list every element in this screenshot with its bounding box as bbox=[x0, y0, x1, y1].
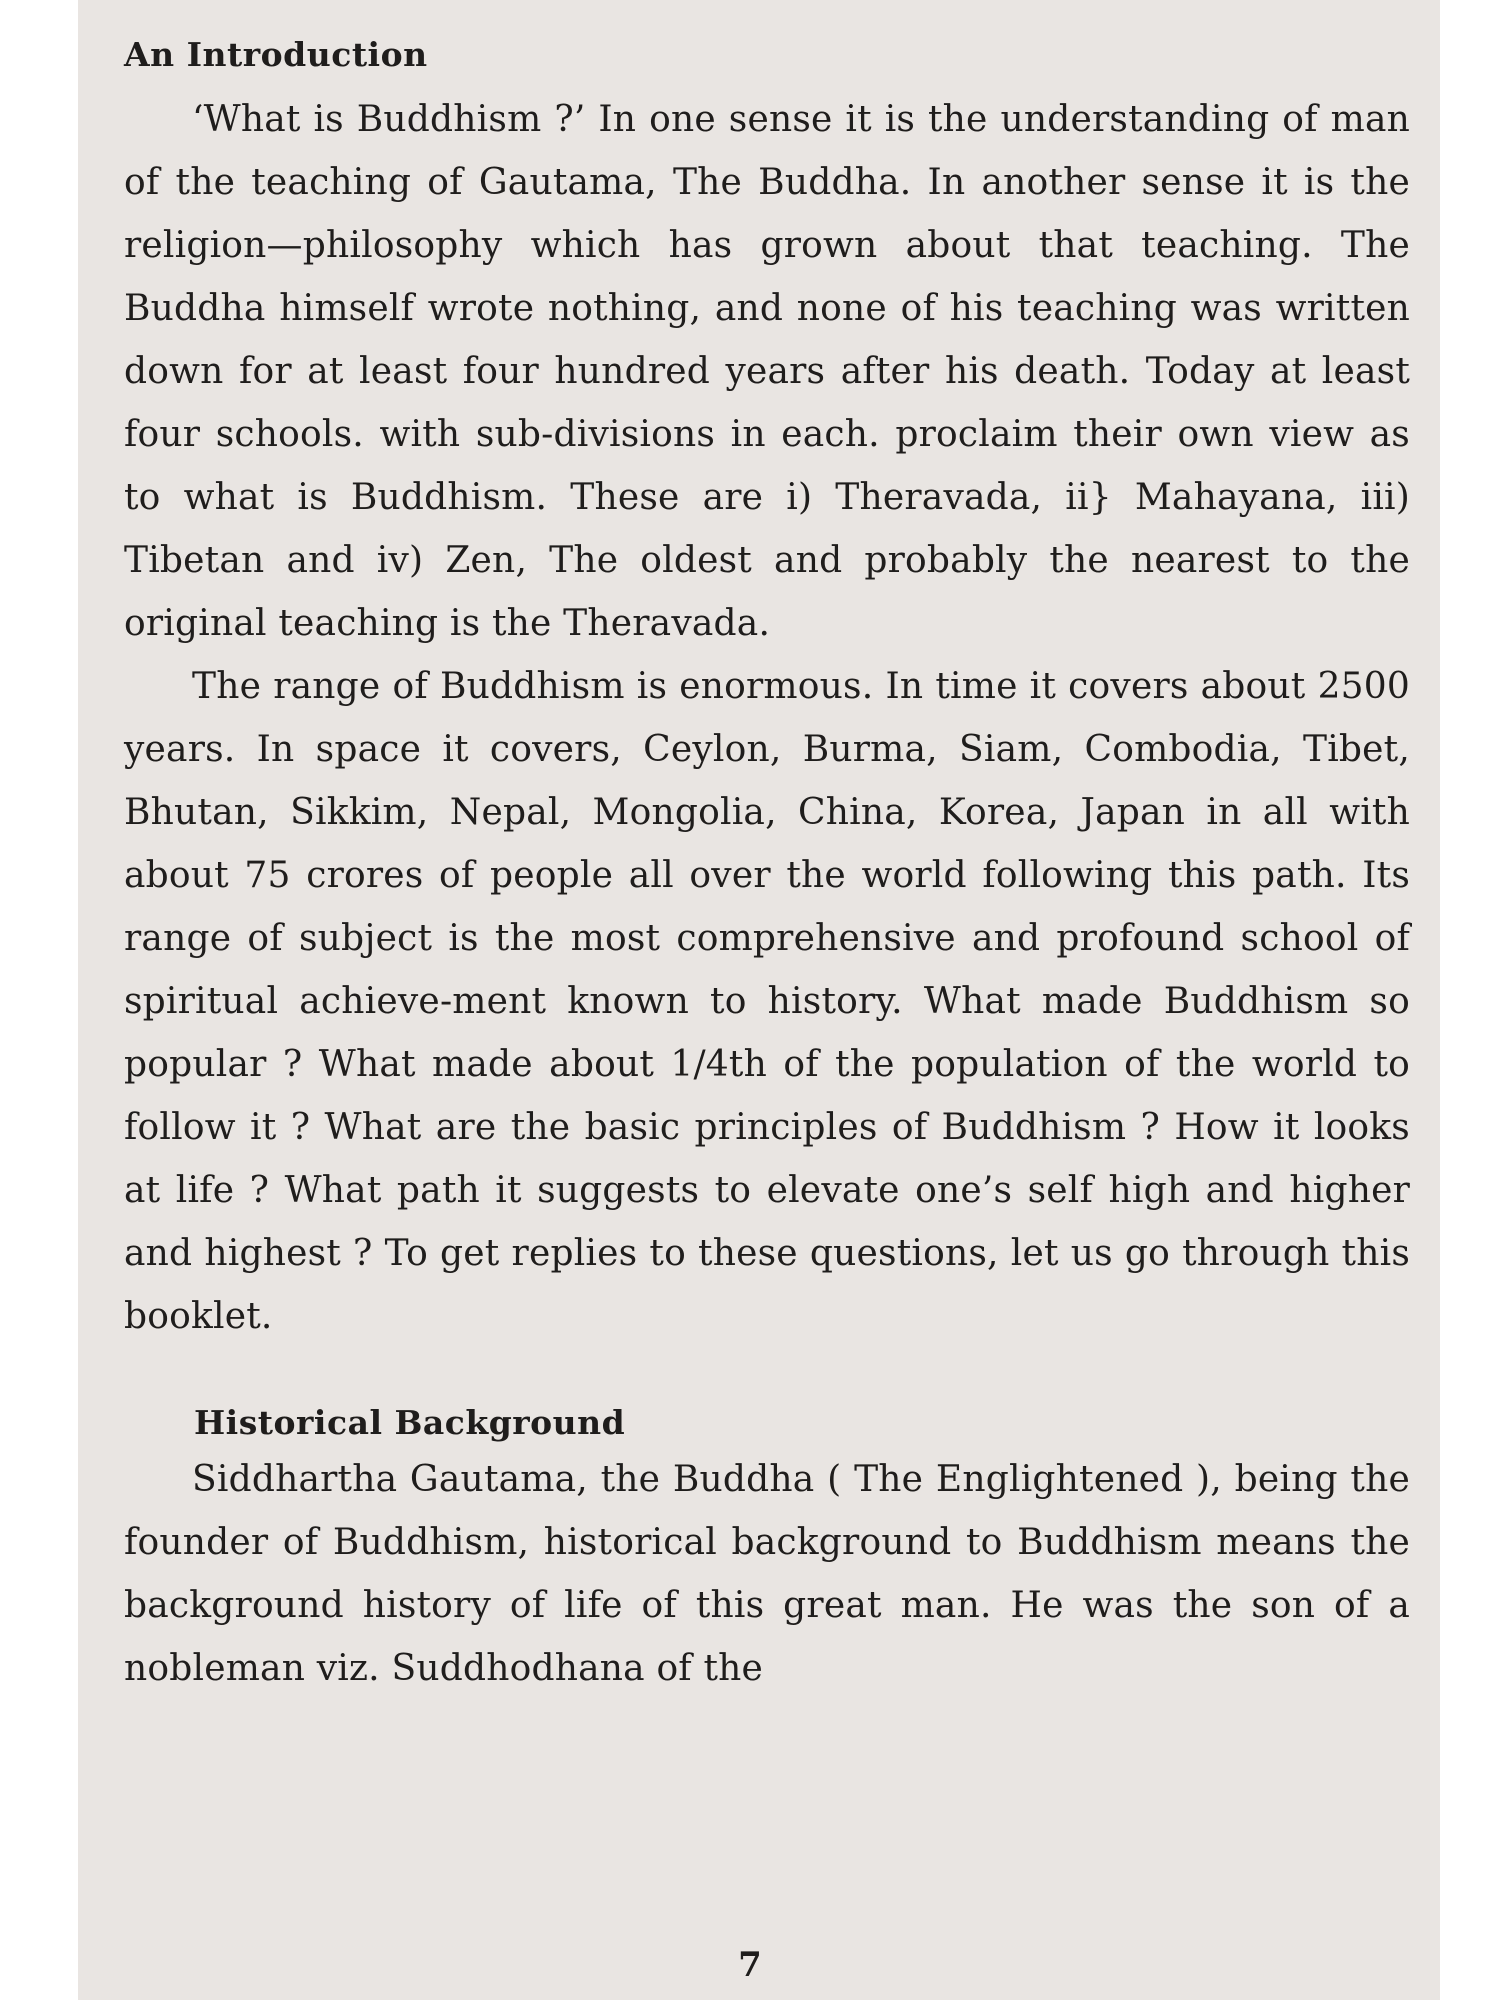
paragraph: Siddhartha Gautama, the Buddha ( The Englightened ), being the founder of Buddhism, historical background to Buddhism means the background history of life of this great man. He was the son of a nobleman viz. Suddhodhana of the bbox=[124, 1459, 1410, 1689]
paragraph: ‘What is Buddhism ?’ In one sense it is the understanding of man of the teaching of Gautama, The Buddha. In another sense it is the religion—philosophy which has grown about that teaching. The Buddha himself wrote nothing, and none of his teaching was written down for at least four hundred years after his death. Today at least four schools. with sub-divisions in each. proclaim their own view as to what is Buddhism. These are i) Theravada, ii} Mahayana, iii) Tibetan and iv) Zen, The oldest and probably the nearest to the original teaching is the Theravada. bbox=[124, 99, 1410, 644]
section-heading-historical-background: Historical Background bbox=[194, 1403, 626, 1442]
paragraph: The range of Buddhism is enormous. In time it covers about 2500 years. In space it covers, Ceylon, Burma, Siam, Combodia, Tibet, Bhutan, Sikkim, Nepal, Mongolia, China, Korea, Japan in all with about 75 crores of people all over the world following this path. Its range of subject is the most comprehensive and profound school of spiritual achieve-ment known to history. What made Buddhism so popular ? What made about 1/4th of the population of the world to follow it ? What are the basic principles of Buddhism ? How it looks at life ? What path it suggests to elevate one’s self high and higher and highest ? To get replies to these questions, let us go through this booklet. bbox=[124, 666, 1410, 1337]
text-column bbox=[124, 30, 1410, 1700]
page-number: 7 bbox=[738, 1945, 762, 1985]
section-heading-introduction: An Introduction bbox=[124, 35, 428, 74]
